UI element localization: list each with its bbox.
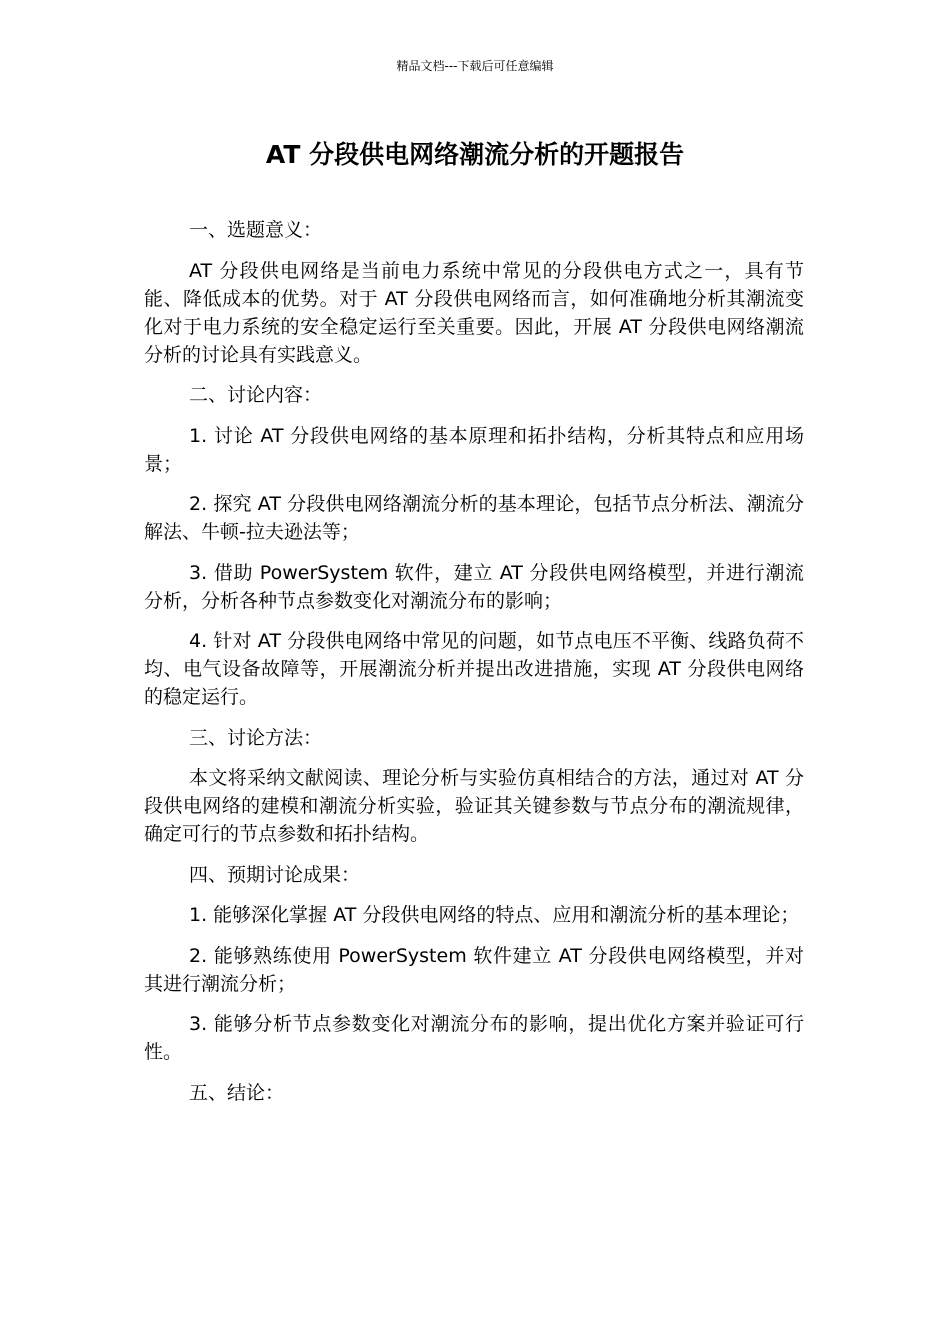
outcome-item-3: 3. 能够分析节点参数变化对潮流分布的影响，提出优化方案并验证可行性。 <box>144 1013 804 1063</box>
content-item-2: 2. 探究 AT 分段供电网络潮流分析的基本理论，包括节点分析法、潮流分解法、牛顿-拉夫逊法等； <box>144 493 804 543</box>
outcome-item-2: 2. 能够熟练使用 PowerSystem 软件建立 AT 分段供电网络模型，并对其进行潮流分析； <box>144 944 804 995</box>
content-item-3: 3. 借助 PowerSystem 软件，建立 AT 分段供电网络模型，并进行潮流分析，分析各种节点参数变化对潮流分布的影响； <box>144 561 804 612</box>
page-header: 精品文档---下载后可任意编辑 <box>396 59 554 73</box>
outcome-item-1: 1. 能够深化掌握 AT 分段供电网络的特点、应用和潮流分析的基本理论； <box>189 904 800 926</box>
paragraph-significance: AT 分段供电网络是当前电力系统中常见的分段供电方式之一，具有节能、降低成本的优势。对于 AT 分段供电网络而言，如何准确地分析其潮流变化对于电力系统的安全稳定运行至关重要。因此，开展 AT 分段供电网络潮流分析的讨论具有实践意义。 <box>144 259 804 366</box>
section-heading-conclusion: 五、结论： <box>189 1081 285 1104</box>
content-item-1: 1. 讨论 AT 分段供电网络的基本原理和拓扑结构，分析其特点和应用场景； <box>144 424 804 475</box>
section-heading-content: 二、讨论内容： <box>189 384 323 406</box>
paragraph-method: 本文将采纳文献阅读、理论分析与实验仿真相结合的方法，通过对 AT 分段供电网络的建模和潮流分析实验，验证其关键参数与节点分布的潮流规律，确定可行的节点参数和拓扑结构。 <box>144 767 804 845</box>
document-body <box>144 216 804 1119</box>
document-title: AT 分段供电网络潮流分析的开题报告 <box>265 140 685 169</box>
section-heading-method: 三、讨论方法： <box>189 726 323 749</box>
section-heading-outcomes: 四、预期讨论成果： <box>189 863 361 886</box>
content-item-4: 4. 针对 AT 分段供电网络中常见的问题，如节点电压不平衡、线路负荷不均、电气设备故障等，开展潮流分析并提出改进措施，实现 AT 分段供电网络的稳定运行。 <box>144 630 804 708</box>
section-heading-significance: 一、选题意义： <box>189 219 323 241</box>
